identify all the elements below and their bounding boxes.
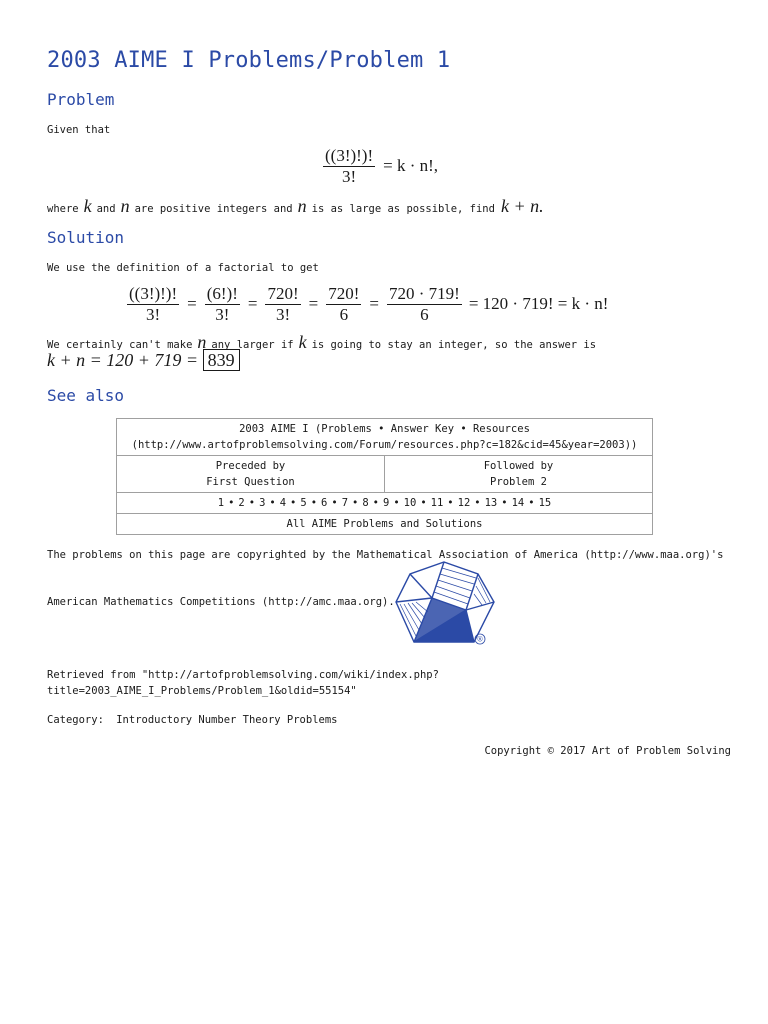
conclusion-post: is going to stay an integer, so the answer is — [311, 339, 597, 351]
bullet-separator: • — [474, 497, 481, 509]
preceded-label: Preceded by — [215, 460, 286, 472]
preceded-cell — [117, 456, 385, 493]
var-n-2: n — [297, 196, 307, 216]
solution-intro: We use the definition of a factorial to get — [47, 262, 319, 274]
bullet-separator: • — [310, 497, 318, 509]
problem-number-links — [117, 493, 653, 514]
footer-copyright: Copyright © 2017 Art of Problem Solving — [484, 745, 731, 757]
maa-copyright-line1: The problems on this page are copyrighted by the Mathematical Association of America (http://www.maa.org)'s — [47, 549, 724, 561]
equals-sign: = — [308, 294, 319, 314]
problem-heading: Problem — [47, 90, 115, 109]
bullet-separator: • — [290, 497, 297, 509]
var-k: k — [83, 196, 92, 216]
bullet-separator: • — [393, 497, 400, 509]
navigation-table — [116, 418, 653, 535]
equals-sign: = — [187, 294, 197, 314]
problem-link-10[interactable]: 10 — [403, 497, 417, 509]
bullet-separator: • — [352, 497, 359, 509]
all-problems-link[interactable]: All AIME Problems and Solutions — [117, 514, 653, 535]
bullet-separator: • — [528, 497, 535, 509]
problem-link-7[interactable]: 7 — [341, 497, 349, 509]
find-expression: k + n. — [500, 196, 544, 216]
preceded-link[interactable]: First Question — [206, 476, 295, 488]
bullet-separator: • — [372, 497, 379, 509]
equals-sign: = — [247, 294, 258, 314]
equation-fraction — [323, 146, 375, 186]
problem-link-5[interactable]: 5 — [300, 497, 307, 509]
bullet-separator: • — [501, 497, 508, 509]
chain-num-1: ((3!)!)! — [129, 284, 178, 303]
conclusion-pre: We certainly can't make — [47, 339, 193, 351]
category-label: Category: — [47, 714, 104, 726]
fraction-numerator: ((3!)!)! — [325, 146, 374, 165]
category-link[interactable]: Introductory Number Theory Problems — [116, 714, 338, 726]
category-line — [47, 714, 338, 726]
chain-den-4: 6 — [339, 304, 349, 324]
nav-table-header — [117, 419, 653, 456]
problem-link-4[interactable]: 4 — [279, 497, 287, 509]
where-word: where — [47, 203, 79, 215]
equation-rhs: = k · n!, — [383, 156, 439, 176]
problem-link-8[interactable]: 8 — [362, 497, 369, 509]
bullet-separator: • — [248, 497, 256, 509]
problem-link-9[interactable]: 9 — [383, 497, 390, 509]
problem-link-3[interactable]: 3 — [259, 497, 266, 509]
and-word: and — [96, 203, 116, 215]
problem-link-12[interactable]: 12 — [457, 497, 471, 509]
problem-link-14[interactable]: 14 — [511, 497, 525, 509]
retrieved-line1: Retrieved from "http://artofproblemsolving.com/wiki/index.php? — [47, 669, 439, 681]
logo-registered-mark: ® — [476, 635, 484, 644]
final-answer-line — [47, 350, 240, 371]
bullet-separator: • — [331, 497, 338, 509]
see-also-heading: See also — [47, 386, 125, 405]
solution-heading: Solution — [47, 228, 125, 247]
amc-logo-icon — [392, 560, 496, 648]
bullet-separator: • — [269, 497, 276, 509]
chain-tail: = 120 · 719! = k · n! — [468, 294, 609, 314]
var-n-3: n — [197, 332, 207, 352]
fraction-denominator: 3! — [341, 166, 357, 186]
chain-fraction-4 — [326, 284, 361, 324]
chain-fraction-5 — [387, 284, 462, 324]
followed-link[interactable]: Problem 2 — [490, 476, 547, 488]
problem-link-15[interactable]: 15 — [538, 497, 552, 509]
maa-copyright-line2: American Mathematics Competitions (http://amc.maa.org). — [47, 596, 395, 608]
var-n: n — [120, 196, 130, 216]
problem-link-13[interactable]: 13 — [484, 497, 498, 509]
problem-link-2[interactable]: 2 — [238, 497, 245, 509]
bullet-separator: • — [447, 497, 454, 509]
problem-statement-line — [47, 196, 544, 217]
problem-equation — [320, 146, 443, 186]
chain-fraction-3 — [265, 284, 300, 324]
problem-link-11[interactable]: 11 — [430, 497, 444, 509]
conclusion-mid: any larger if — [211, 339, 294, 351]
chain-num-4: 720! — [328, 284, 360, 303]
chain-den-5: 6 — [420, 304, 429, 324]
equals-sign: = — [369, 294, 380, 314]
chain-num-2: (6!)! — [206, 284, 238, 303]
bullet-separator: • — [420, 497, 427, 509]
chain-den-2: 3! — [215, 304, 230, 324]
bullet-separator: • — [228, 497, 235, 509]
final-expression: k + n = 120 + 719 = — [47, 350, 199, 370]
followed-cell — [385, 456, 653, 493]
nav-header-line1[interactable]: 2003 AIME I (Problems • Answer Key • Resources — [239, 423, 530, 435]
answer-box: 839 — [203, 349, 240, 371]
retrieved-line2: title=2003_AIME_I_Problems/Problem_1&oldid=55154" — [47, 685, 357, 697]
problem-link-1[interactable]: 1 — [217, 497, 225, 509]
followed-label: Followed by — [483, 460, 554, 472]
chain-den-1: 3! — [145, 304, 161, 324]
mid-text: are positive integers and — [134, 203, 293, 215]
problem-link-6[interactable]: 6 — [321, 497, 328, 509]
chain-num-3: 720! — [267, 284, 299, 303]
as-large-text: is as large as possible, find — [311, 203, 495, 215]
page-title: 2003 AIME I Problems/Problem 1 — [47, 48, 451, 73]
chain-den-3: 3! — [275, 304, 291, 324]
chain-fraction-2 — [205, 284, 240, 324]
var-k-2: k — [298, 332, 307, 352]
solution-chain — [124, 284, 608, 324]
problem-intro: Given that — [47, 124, 111, 136]
chain-fraction-1 — [127, 284, 179, 324]
chain-num-5: 720 · 719! — [389, 284, 460, 303]
nav-header-line2[interactable]: (http://www.artofproblemsolving.com/Forum/resources.php?c=182&cid=45&year=2003)) — [131, 439, 638, 451]
